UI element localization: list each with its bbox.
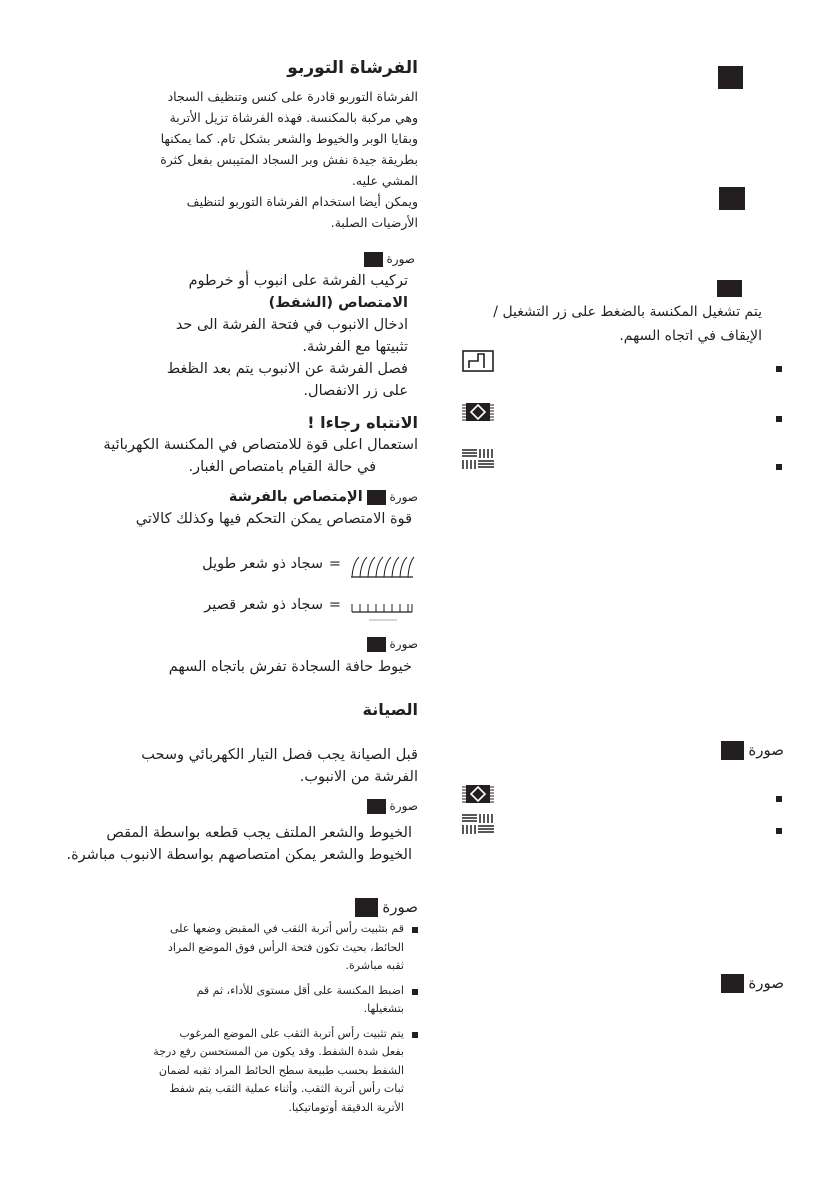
figure-label: صورة: [389, 490, 418, 504]
text-line: الفرشاة التوربو قادرة على كنس وتنظيف السجاد: [167, 89, 418, 104]
text-line: على زر الانفصال.: [303, 383, 408, 399]
figure-number-box: [721, 974, 744, 993]
text-line: بتشغيلها.: [363, 1002, 404, 1015]
text-line: تركيب الفرشة على انبوب أو خرطوم: [188, 273, 408, 289]
text-line: استعمال اعلى قوة للامتصاص في المكنسة الكهربائية: [103, 437, 418, 453]
text-line: وهي مركبة بالمكنسة. فهذه الفرشاة تزيل الأتربة: [169, 110, 418, 125]
power-instructions: [432, 300, 762, 348]
attach-instructions: [128, 270, 408, 402]
text-line: قبل الصيانة يجب فصل التيار الكهربائي وسحب: [141, 747, 418, 763]
equals-sign: =: [328, 597, 341, 613]
text-line: الحائط، بحيث تكون فتحة الرأس فوق الموضع المراد: [167, 940, 404, 954]
figure-label-hair: [367, 799, 418, 814]
equals-sign: =: [328, 556, 341, 572]
text-line: الإيقاف في اتجاه السهم.: [619, 328, 762, 344]
maintenance-title: الصيانة: [362, 700, 418, 719]
parquet-icon: [462, 449, 494, 473]
figure-label: صورة: [389, 799, 418, 813]
text-line: ادخال الانبوب في فتحة الفرشة الى حد: [175, 317, 408, 333]
text-line: في حالة القيام بامتصاص الغبار.: [188, 459, 376, 475]
text-line: فصل الفرشة عن الانبوب يتم بعد الظغط: [166, 361, 408, 377]
text-line: الشفط بحسب طبيعة سطح الحائط المراد ثقبه لضمان: [158, 1063, 404, 1077]
hard-floor-icon: [462, 350, 494, 376]
figure-label-drill: [355, 898, 418, 917]
parquet-icon: [462, 814, 494, 838]
figure-number-box: [364, 252, 383, 267]
figure-number-box: [367, 799, 386, 814]
turbo-brush-title: الفرشاة التوربو: [287, 58, 418, 78]
figure-label: صورة: [748, 741, 784, 759]
legend-short-pile: [195, 594, 415, 624]
rug-icon: [462, 402, 494, 426]
bullet: [776, 796, 782, 802]
list-item: [118, 920, 418, 976]
figure-number-box: [719, 187, 745, 210]
figure-label-bottom: [721, 974, 784, 993]
hair-instructions: [32, 822, 412, 866]
suction-text: قوة الامتصاص يمكن التحكم فيها وكذلك كالاتي: [135, 511, 412, 527]
legend-label: سجاد ذو شعر قصير: [204, 597, 323, 613]
text-line: قم بتثبيت رأس أتربة الثقب في المقبض وضعها على: [169, 922, 404, 935]
text-line: الفرشة من الانبوب.: [299, 769, 418, 785]
text-line: المشي عليه.: [351, 173, 418, 188]
text-line: يتم تشغيل المكنسة بالضغط على زر التشغيل /: [493, 304, 762, 320]
figure-number-box: [367, 637, 386, 652]
drill-instructions: [118, 920, 418, 1117]
list-item: [118, 1025, 418, 1118]
text-line: وبقايا الوبر والخيوط والشعر بشكل تام. كما يمكنها: [160, 131, 418, 146]
text-line: بطريقة جيدة نفش وبر السجاد المتيبس بفعل كثرة: [160, 152, 418, 167]
figure-label: صورة: [389, 637, 418, 651]
bullet: [776, 366, 782, 372]
list-item: [118, 982, 418, 1019]
figure-label-suction: [229, 489, 418, 505]
figure-label-attach: [364, 252, 415, 267]
rug-icon: [462, 784, 494, 808]
text-line: الأرضيات الصلبة.: [330, 215, 418, 230]
figure-number-box: [367, 490, 386, 505]
warning-text: [78, 434, 418, 478]
figure-label: صورة: [748, 974, 784, 992]
text-line: بفعل شدة الشفط. وقد يكون من المستحسن رفع درجة: [153, 1045, 404, 1058]
text-line: ويمكن أيضا استخدام الفرشاة التوربو لتنظيف: [186, 194, 418, 209]
figure-label: صورة: [386, 252, 415, 266]
suction-title: الإمتصاص بالفرشة: [228, 489, 363, 505]
text-line: اضبط المكنسة على أقل مستوى للأداء، ثم قم: [196, 983, 404, 997]
short-pile-icon: [349, 600, 415, 628]
figure-number-box: [718, 66, 743, 89]
text-line: يتم تثبيت رأس أتربة الثقب على الموضع المرغوب: [179, 1026, 404, 1040]
turbo-brush-paragraph: [88, 86, 418, 233]
text-line: تثبيتها مع الفرشة.: [302, 339, 408, 355]
bullet: [776, 416, 782, 422]
legend-long-pile: [195, 553, 415, 583]
figure-number-box: [717, 280, 742, 297]
bullet: [776, 828, 782, 834]
text-line: الخيوط والشعر الملتف يجب قطعه بواسطة المقص: [106, 825, 412, 841]
warning-title: الانتباه رجاءا !: [307, 413, 418, 432]
figure-label-fringe: [367, 637, 418, 652]
text-line: الامتصاص (الشفط): [268, 295, 408, 311]
figure-label: صورة: [382, 898, 418, 916]
figure-number-box: [355, 898, 378, 917]
maintenance-text: [118, 744, 418, 788]
bullet: [776, 464, 782, 470]
legend-label: سجاد ذو شعر طويل: [202, 556, 323, 572]
text-line: ثبات رأس أتربة الثقب. وأثناء عملية الثقب يتم شفط: [169, 1082, 404, 1095]
text-line: الأتربة الدقيقة أوتوماتيكيا.: [288, 1100, 404, 1114]
figure-label-mid: [721, 741, 784, 760]
fringe-text: خيوط حافة السجادة تفرش باتجاه السهم: [168, 659, 412, 675]
long-pile-icon: [349, 555, 415, 583]
text-line: ثقبه مباشرة.: [345, 959, 404, 972]
figure-number-box: [721, 741, 744, 760]
text-line: الخيوط والشعر يمكن امتصاصهم بواسطة الانبوب مباشرة.: [66, 847, 412, 863]
